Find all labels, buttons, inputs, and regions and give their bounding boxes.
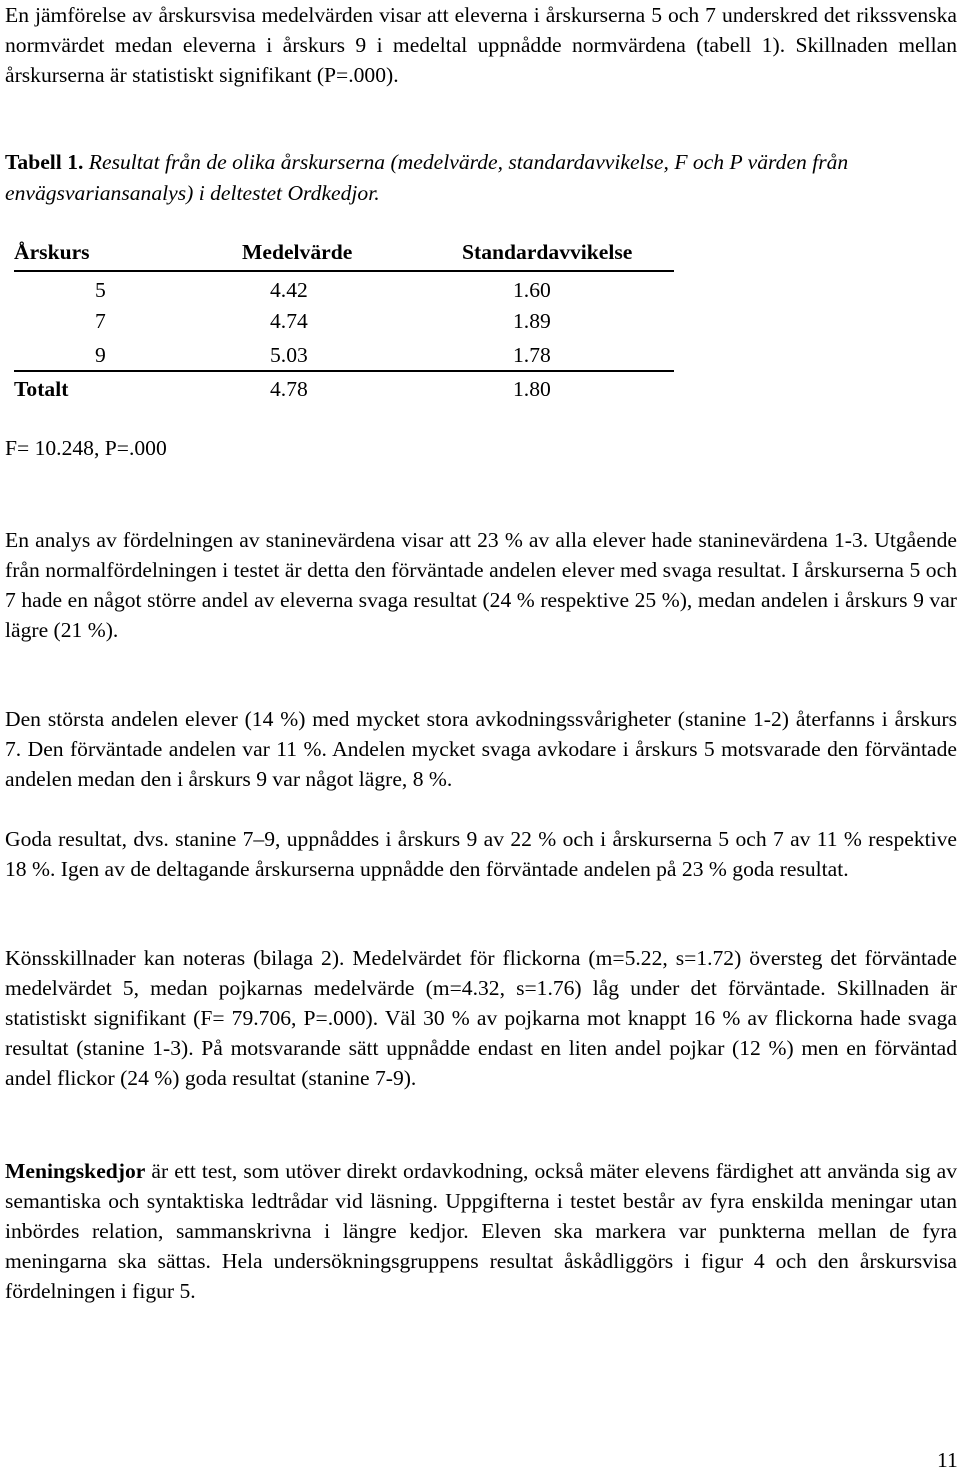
table-row (14, 278, 674, 308)
anova-stats: F= 10.248, P=.000 (5, 436, 167, 460)
cell-mean: 4.74 (270, 309, 308, 333)
cell-sd: 1.60 (513, 278, 551, 302)
table-total-row (14, 377, 674, 407)
header-medelvarde: Medelvärde (242, 240, 353, 264)
table-total-rule (14, 370, 674, 372)
cell-sd: 1.78 (513, 343, 551, 367)
table-caption-text: Resultat från de olika årskurserna (medelvärde, standardavvikelse, F och P värden från envägsvariansanalys) i deltestet Ordkedjor. (5, 150, 849, 205)
cell-total-label: Totalt (14, 377, 69, 401)
table-header-row (14, 240, 674, 272)
paragraph-meningskedjor (5, 1156, 957, 1306)
intro-paragraph: En jämförelse av årskursvisa medelvärden visar att eleverna i årskurserna 5 och 7 underskred det rikssvenska normvärdet medan eleverna i årskurs 9 i medeltal uppnådde normvärdena (tabell 1). Skillnaden mellan årskurserna är statistiskt signifikant (P=.000). (5, 3, 957, 87)
table-caption (5, 147, 957, 209)
header-standardavvikelse: Standardavvikelse (462, 240, 633, 264)
table-row (14, 343, 674, 373)
cell-grade: 7 (95, 309, 106, 333)
cell-total-sd: 1.80 (513, 377, 551, 401)
table-row (14, 309, 674, 339)
table-header-rule (14, 270, 674, 272)
table-caption-label: Tabell 1. (5, 150, 84, 174)
cell-grade: 9 (95, 343, 106, 367)
page-number: 11 (937, 1448, 958, 1472)
cell-grade: 5 (95, 278, 106, 302)
cell-mean: 5.03 (270, 343, 308, 367)
paragraph-meningskedjor-text: är ett test, som utöver direkt ordavkodning, också mäter elevens färdighet att använda sig av semantiska och syntaktiska ledtrådar vid läsning. Uppgifterna i testet består av fyra enskilda meningar utan inbördes relation, sammanskrivna i längre kedjor. Eleven ska markera var punkterna mellan de fyra meningarna ska sättas. Hela undersökningsgruppens resultat åskådliggörs i figur 4 och den årskursvisa fördelningen i figur 5. (5, 1159, 957, 1303)
header-arskurs: Årskurs (14, 240, 90, 264)
paragraph-stanine-distribution: En analys av fördelningen av staninevärdena visar att 23 % av alla elever hade staninevärdena 1-3. Utgående från normalfördelningen i testet är detta den förväntade andelen elever med svaga resultat. I årskurserna 5 och 7 hade en något större andel av eleverna svaga resultat (24 % respektive 25 %), medan andelen i årskurs 9 var lägre (21 %). (5, 528, 957, 642)
paragraph-gender-differences: Könsskillnader kan noteras (bilaga 2). Medelvärdet för flickorna (m=5.22, s=1.72) översteg det förväntade medelvärdet 5, medan pojkarnas medelvärde (m=4.32, s=1.76) låg under det förväntade. Skillnaden är statistiskt signifikant (F= 79.706, P=.000). Väl 30 % av pojkarna mot knappt 16 % av flickorna hade svaga resultat (stanine 1-3). På motsvarande sätt uppnådde endast en liten andel pojkar (12 %) men en förväntad andel flickor (24 %) goda resultat (stanine 7-9). (5, 946, 957, 1090)
term-meningskedjor: Meningskedjor (5, 1159, 146, 1183)
paragraph-good-results: Goda resultat, dvs. stanine 7–9, uppnåddes i årskurs 9 av 22 % och i årskurserna 5 och 7 av 11 % respektive 18 %. Igen av de deltagande årskurserna uppnådde den förväntade andelen på 23 % goda resultat. (5, 827, 957, 881)
paragraph-largest-share: Den största andelen elever (14 %) med mycket stora avkodningssvårigheter (stanine 1-2) återfanns i årskurs 7. Den förväntade andelen var 11 %. Andelen mycket svaga avkodare i årskurs 5 motsvarade den förväntade andelen medan den i årskurs 9 var något lägre, 8 %. (5, 707, 957, 791)
cell-sd: 1.89 (513, 309, 551, 333)
cell-total-mean: 4.78 (270, 377, 308, 401)
cell-mean: 4.42 (270, 278, 308, 302)
